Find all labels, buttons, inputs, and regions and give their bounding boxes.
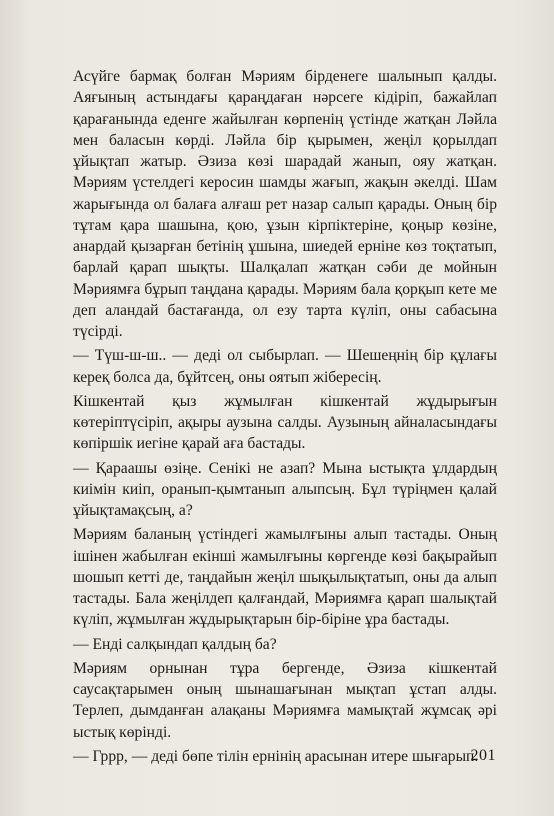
paragraph: Мәриям орнынан тұра бергенде, Әзиза кішкентай саусақтарымен оның шынашағынан мықтап ұстап алды. Терлеп, дымданған алақаны Мәриямға мамықтай жұмсақ әрі ыстық көрінді. xyxy=(73,659,497,741)
paragraph: Кішкентай қыз жұмылған кішкентай жұдырығын көтеріптүсіріп, ақыры аузына салды. Аузының айналасындағы көпіршік иегіне қарай аға бастады. xyxy=(73,392,497,453)
paragraph: — Енді салқындап қалдың ба? xyxy=(73,635,277,653)
page-number: 201 xyxy=(470,747,496,764)
paragraph: — Қараашы өзіңе. Сенікі не азап? Мына ыстықта ұлдардың киімін киіп, оранып-қымтанып алыпсың. Бұл түріңмен қалай ұйықтамақсың, а? xyxy=(73,459,497,519)
paragraph: Асүйге бармақ болған Мәриям бірденеге шалынып қалды. Аяғының астындағы қараңдаған нәрсеге кідіріп, бажайлап қарағанында еденге жайылған көрпенің үстінде жатқан Ләйла мен баласын көрді. Ләйла бір қырымен, жеңіл қорылдап ұйықтап жатыр. Әзиза көзі шарадай жанып, ояу жатқан. Мәриям үстелдегі керосин шамды жағып, жақын әкелді. Шам жарығында ол балаға алғаш рет назар салып қарады. Оның бір тұтам қара шашына, қою, ұзын кірпіктеріне, қоңыр көзіне, анардай қызарған бетінің ұшына, шиедей ерніне көз тоқтатып, барлай қарап шықты. Шалқалап жатқан сәби де мойнын Мәриямға бұрып таңдана қарады. Мәриям бала қорқып кете ме деп аландай бастағанда, ол езу тарта күліп, оны сабасына түсірді. xyxy=(73,68,497,340)
paragraph: Мәриям баланың үстіндегі жамылғыны алып тастады. Оның ішінен жабылған екінші жамылғыны көргенде көзі бақырайып шошып кетті де, таңдайын жеңіл шықылықтатып, оны да алып тастады. Бала жеңілдеп қалғандай, Мәриямға қарап шалықтай күліп, жұмылған жұдырықтарын бір-біріне ұра бастады. xyxy=(73,526,497,629)
paragraph: — Гррр, — деді бөпе тілін ернінің арасынан итере шығарып. xyxy=(73,747,479,765)
body-text xyxy=(73,66,497,767)
paragraph: — Түш-ш-ш.. — деді ол сыбырлап. — Шешеңнің бір құлағы кереқ болса да, бұйтсең, оны оятып жібересің. xyxy=(73,347,497,386)
